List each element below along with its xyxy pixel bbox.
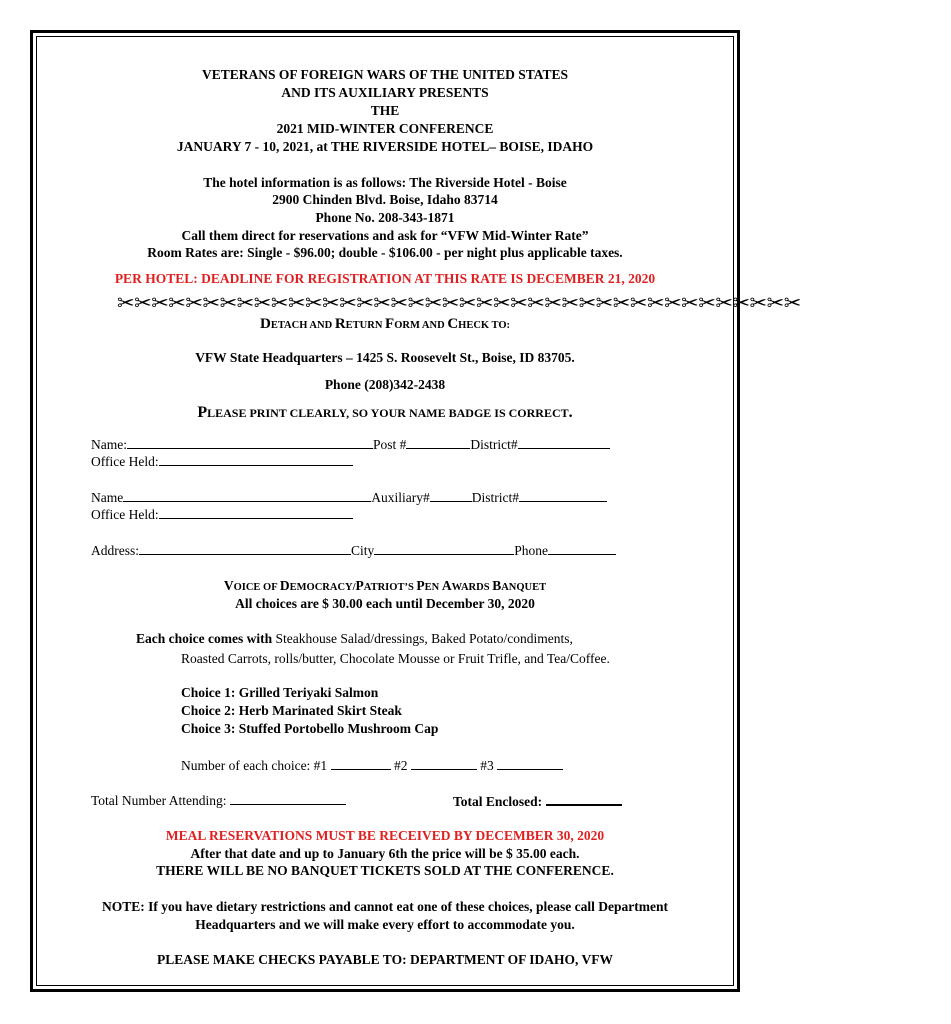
choice-2: Choice 2: Herb Marinated Skirt Steak: [181, 703, 402, 718]
total-attending-row: Total Number Attending:: [91, 792, 861, 809]
choice-3: Choice 3: Stuffed Portobello Mushroom Cap: [181, 721, 439, 736]
total-enclosed-row: Total Enclosed:: [453, 792, 653, 810]
district-field[interactable]: [518, 436, 610, 449]
number-of-choices-row: Number of each choice: #1 #2 #3: [181, 757, 951, 774]
checks-payable: PLEASE MAKE CHECKS PAYABLE TO: DEPARTMENT OF IDAHO, VFW: [157, 952, 613, 967]
header-line-2: AND ITS AUXILIARY PRESENTS: [281, 85, 489, 100]
each-choice-line-1: Each choice comes with Steakhouse Salad/dressings, Baked Potato/condiments,: [136, 631, 573, 646]
auxiliary-number-field[interactable]: [430, 489, 472, 502]
total-enclosed-field[interactable]: [546, 792, 622, 806]
meal-deadline: MEAL RESERVATIONS MUST BE RECEIVED BY DECEMBER 30, 2020: [165, 828, 605, 843]
member-name-field[interactable]: [127, 436, 373, 449]
header-line-3: THE: [370, 103, 400, 118]
member-office-row: Office Held:: [91, 453, 861, 470]
auxiliary-office-field[interactable]: [159, 506, 353, 519]
each-choice-line-2: Roasted Carrots, rolls/butter, Chocolate Mousse or Fruit Trifle, and Tea/Coffee.: [181, 651, 610, 666]
hotel-deadline: PER HOTEL: DEADLINE FOR REGISTRATION AT THIS RATE IS DECEMBER 21, 2020: [114, 271, 656, 286]
auxiliary-office-row: Office Held:: [91, 506, 861, 523]
hotel-intro: The hotel information is as follows: The Riverside Hotel - Boise: [203, 175, 567, 190]
member-name-row: Name: Post # District#: [91, 436, 861, 453]
after-date-price: After that date and up to January 6th the price will be $ 35.00 each.: [190, 846, 580, 861]
city-field[interactable]: [374, 542, 514, 555]
header-line-4: 2021 MID-WINTER CONFERENCE: [276, 121, 494, 136]
hotel-address: 2900 Chinden Blvd. Boise, Idaho 83714: [272, 192, 498, 207]
no-tickets-notice: THERE WILL BE NO BANQUET TICKETS SOLD AT THE CONFERENCE.: [156, 863, 614, 878]
dietary-note-line-2: Headquarters and we will make every effort to accommodate you.: [195, 917, 575, 932]
choice-2-count-field[interactable]: [411, 757, 477, 770]
auxiliary-name-row: Name Auxiliary# District#: [91, 489, 861, 506]
phone-field[interactable]: [548, 542, 616, 555]
dietary-note-line-1: NOTE: If you have dietary restrictions and cannot eat one of these choices, please call Department: [102, 899, 668, 914]
banquet-title: VOICE OF DEMOCRACY/PATRIOT’S PEN AWARDS BANQUET: [223, 578, 547, 593]
headquarters-phone: Phone (208)342-2438: [324, 377, 446, 392]
hotel-phone: Phone No. 208-343-1871: [315, 210, 455, 225]
choice-3-count-field[interactable]: [497, 757, 563, 770]
address-row: Address: City Phone: [91, 542, 861, 559]
scissors-cut-line: ✂✂✂✂✂✂✂✂✂✂✂✂✂✂✂✂✂✂✂✂✂✂✂✂✂✂✂✂✂✂✂✂✂✂✂✂✂✂✂✂: [117, 291, 801, 315]
post-number-field[interactable]: [406, 436, 470, 449]
auxiliary-district-field[interactable]: [519, 489, 607, 502]
headquarters-address: VFW State Headquarters – 1425 S. Roosevelt St., Boise, ID 83705.: [195, 350, 575, 365]
print-notice: PLEASE PRINT CLEARLY, SO YOUR NAME BADGE IS CORRECT.: [197, 404, 573, 421]
hotel-call: Call them direct for reservations and ask for “VFW Mid-Winter Rate”: [181, 228, 589, 243]
detach-instruction: DETACH AND RETURN FORM AND CHECK TO:: [259, 316, 510, 332]
member-office-field[interactable]: [159, 453, 353, 466]
banquet-price: All choices are $ 30.00 each until December 30, 2020: [235, 596, 535, 611]
choice-1-count-field[interactable]: [331, 757, 391, 770]
total-attending-field[interactable]: [230, 792, 346, 805]
header-line-1: VETERANS OF FOREIGN WARS OF THE UNITED STATES: [202, 67, 568, 82]
header-line-5: JANUARY 7 - 10, 2021, at THE RIVERSIDE HOTEL– BOISE, IDAHO: [176, 139, 594, 154]
address-field[interactable]: [139, 542, 351, 555]
auxiliary-name-field[interactable]: [123, 489, 371, 502]
hotel-rates: Room Rates are: Single - $96.00; double - $106.00 - per night plus applicable taxes.: [147, 245, 623, 260]
choice-1: Choice 1: Grilled Teriyaki Salmon: [181, 685, 379, 700]
